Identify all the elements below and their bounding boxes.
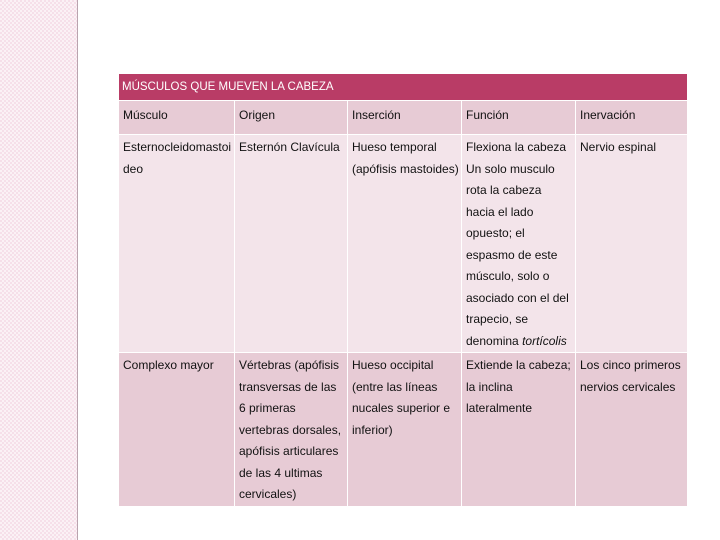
table-title-row <box>119 74 687 101</box>
cell-inervacion: Nervio espinal <box>576 135 687 353</box>
cell-funcion: Extiende la cabeza; la inclina lateralmente <box>462 353 576 507</box>
cell-insercion: Hueso temporal (apófisis mastoides) <box>348 135 462 353</box>
cell-origen: Esternón Clavícula <box>235 135 348 353</box>
header-funcion: Función <box>462 101 576 135</box>
cell-origen: Vértebras (apófisis transversas de las 6 primeras vertebras dorsales, apófisis articulares de las 4 ultimas cervicales) <box>235 353 348 507</box>
cell-funcion-italic: tortícolis <box>522 333 567 348</box>
header-insercion: Inserción <box>348 101 462 135</box>
cell-insercion: Hueso occipital (entre las líneas nucales superior e inferior) <box>348 353 462 507</box>
cell-funcion <box>462 135 576 353</box>
cell-musculo: Complexo mayor <box>119 353 235 507</box>
cell-musculo: Esternocleidomastoideo <box>119 135 235 353</box>
table-title: MÚSCULOS QUE MUEVEN LA CABEZA <box>119 74 687 101</box>
table-row <box>119 353 687 507</box>
table-row <box>119 135 687 353</box>
header-musculo: Músculo <box>119 101 235 135</box>
header-origen: Origen <box>235 101 348 135</box>
muscles-table <box>118 74 686 507</box>
table-header-row <box>119 101 687 135</box>
cell-inervacion: Los cinco primeros nervios cervicales <box>576 353 687 507</box>
header-inervacion: Inervación <box>576 101 687 135</box>
cell-funcion-text: Flexiona la cabeza Un solo musculo rota la cabeza hacia el lado opuesto; el espasmo de este músculo, solo o asociado con el del trapecio, se denomina <box>466 140 569 348</box>
decorative-side-panel <box>0 0 78 540</box>
